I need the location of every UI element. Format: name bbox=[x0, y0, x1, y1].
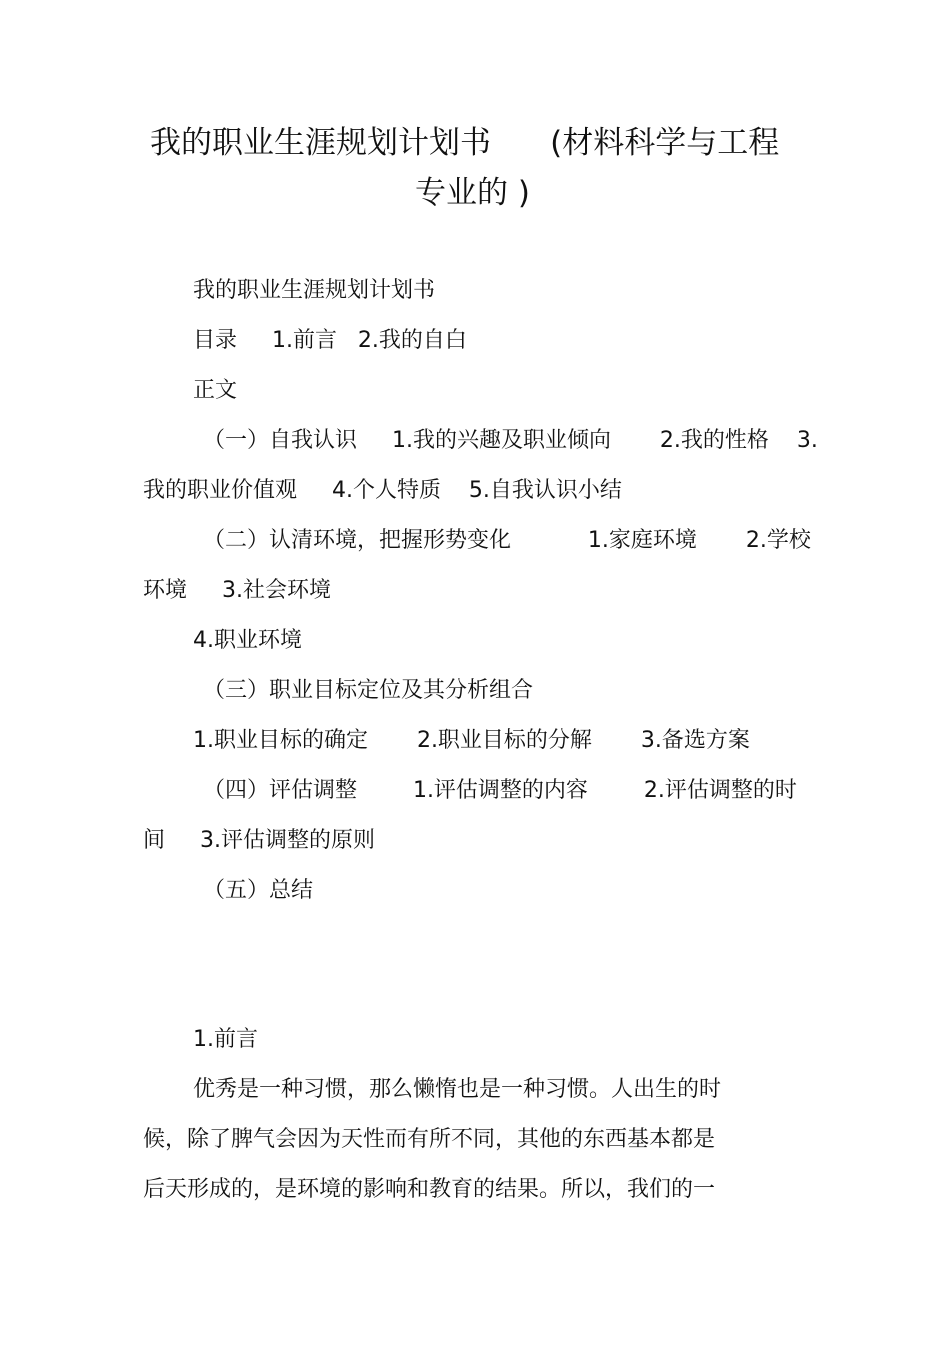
body-paragraph-line-1: 优秀是一种习惯，那么懒惰也是一种习惯。人出生的时 bbox=[193, 1077, 722, 1102]
document-title-line-2: 专业的 ) bbox=[415, 175, 530, 211]
toc-section-3-items: 1.职业目标的确定 2.职业目标的分解 3.备选方案 bbox=[193, 728, 750, 753]
toc-main-text-label: 正文 bbox=[193, 378, 238, 403]
toc-heading: 我的职业生涯规划计划书 bbox=[193, 278, 436, 303]
document-title-line-1: 我的职业生涯规划计划书 (材料科学与工程 bbox=[150, 125, 780, 161]
toc-section-2-line-2: 环境 3.社会环境 bbox=[143, 578, 331, 603]
toc-contents-line: 目录 1.前言 2.我的自白 bbox=[193, 328, 467, 353]
toc-section-2-line-3: 4.职业环境 bbox=[193, 628, 302, 653]
body-paragraph-line-3: 后天形成的，是环境的影响和教育的结果。所以，我们的一 bbox=[143, 1177, 716, 1202]
section-heading-preface: 1.前言 bbox=[193, 1027, 258, 1052]
toc-section-1-line-1: （一）自我认识 1.我的兴趣及职业倾向 2.我的性格 3. bbox=[203, 428, 818, 453]
toc-section-2-line-1: （二）认清环境，把握形势变化 1.家庭环境 2.学校 bbox=[203, 528, 811, 553]
toc-section-4-line-2: 间 3.评估调整的原则 bbox=[143, 828, 375, 853]
toc-section-5-heading: （五）总结 bbox=[203, 878, 314, 903]
toc-section-4-line-1: （四）评估调整 1.评估调整的内容 2.评估调整的时 bbox=[203, 778, 797, 803]
body-paragraph-line-2: 候，除了脾气会因为天性而有所不同，其他的东西基本都是 bbox=[143, 1127, 716, 1152]
toc-section-3-heading: （三）职业目标定位及其分析组合 bbox=[203, 678, 534, 703]
toc-section-1-line-2: 我的职业价值观 4.个人特质 5.自我认识小结 bbox=[143, 478, 622, 503]
